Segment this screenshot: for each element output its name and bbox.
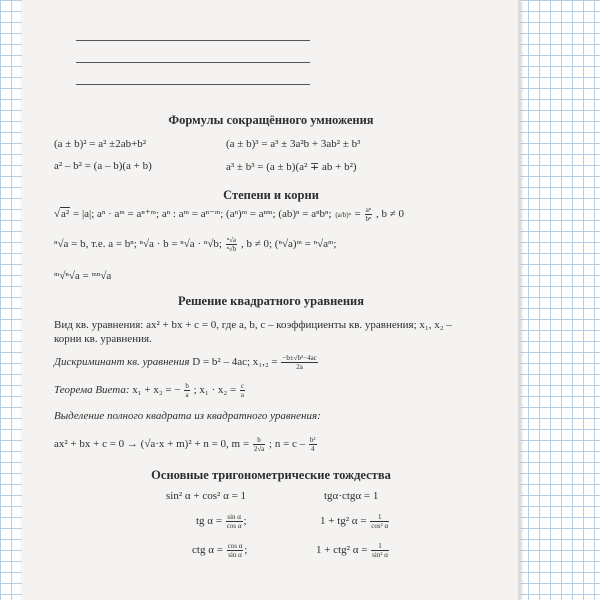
vieta-line: Теорема Виета: x₁ + x₂ = − $\frac{b}{a}$ ; x₁ · x₂ = $\frac{c}{a}$ [54,382,245,399]
trig-tg-ctg: tgα·ctgα = 1 [324,490,379,502]
trig-tg-identity: 1 + tg² α = $\frac{1}{\text{cos² α}}$ [320,513,389,530]
trig-ctg-identity: 1 + ctg² α = $\frac{1}{\text{sin² α}}$ [316,542,388,559]
blank-line-3 [76,84,310,85]
formula-cube: (a ± b)³ = a³ ± 3a²b + 3ab² ± b³ [226,138,361,150]
notebook-cover [22,0,520,600]
quadratic-form-line-2: корни кв. уравнения. [54,333,152,345]
quadratic-form-line-1: Вид кв. уравнения: ax² + bx + c = 0, где a, b, c – коэффициенты кв. уравнения; x₁, x₂ – [54,319,452,331]
blank-line-1 [76,40,310,41]
complete-square-formula: ax² + bx + c = 0 → (√a·x + m)² + n = 0, m = $\frac{b}{2√a}$ ; n = c – $\frac{\text{b²}}{4}$ [54,436,316,453]
frac-a-over-b: (a/b)ⁿ [335,210,351,219]
trig-tg-def: tg α = $\frac{\text{sin α}}{\text{cos α}}$ ; [196,513,247,530]
heading-quadratic: Решение квадратного уравнения [177,294,365,308]
vieta-sum-fraction: $\frac{b}{a}$ [185,382,189,399]
roots-fraction: $\frac{\text{−b±√b²−4ac}}{2a}$ [282,354,317,371]
formula-square: (a ± b)² = a² ±2ab+b² [54,138,147,150]
root-of-fraction: $\frac{\text{ⁿ√a}}{\text{ⁿ√b}}$ [226,236,237,253]
complete-square-label: Выделение полного квадрата из квадратного уравнения: [54,410,321,422]
vieta-product-fraction: $\frac{c}{a}$ [240,382,245,399]
trig-ctg-def: ctg α = $\frac{\text{cos α}}{\text{sin α}}$ ; [192,542,248,559]
formula-sum-cubes: a³ ± b³ = (a ± b)(a² ∓ ab + b²) [226,161,357,173]
blank-line-2 [76,62,310,63]
trig-pythagorean: sin² α + cos² α = 1 [166,490,247,502]
powers-line-3: ᵐ√ⁿ√a = ᵐⁿ√a [54,270,112,282]
m-fraction: $\frac{b}{2√a}$ [253,436,265,453]
cover-edge [518,0,521,600]
formula-diff-squares: a² – b² = (a – b)(a + b) [54,160,152,172]
n-fraction: $\frac{\text{b²}}{4}$ [309,436,316,453]
heading-trig-identities: Основные тригонометрические тождества [151,468,391,482]
heading-abbreviated-multiplication: Формулы сокращённого умножения [168,113,374,127]
frac-an-over-bn: $\frac{\text{aⁿ}}{\text{bⁿ}}$ [365,206,372,223]
discriminant-line: Дискриминант кв. уравнения D = b² – 4ac; x₁,₂ = $\frac{\text{−b±√b²−4ac}}{2a}$ [54,354,317,371]
powers-line-1: √a² = |a|; aⁿ · aᵐ = aⁿ⁺ᵐ; aⁿ : aᵐ = aⁿ⁻ᵐ; (aⁿ)ᵐ = aⁿᵐ; (ab)ⁿ = aⁿbⁿ; (a/b)ⁿ = $\frac{\text{aⁿ}}{\text{bⁿ}}$ , b ≠ 0 [54,206,405,223]
powers-line-2: ⁿ√a = b, т.е. a = bⁿ; ⁿ√a · b = ⁿ√a · ⁿ√b; $\frac{\text{ⁿ√a}}{\text{ⁿ√b}}$ , b ≠ 0; (ⁿ√a)ᵐ = ⁿ√aᵐ; [54,236,337,253]
heading-powers-roots: Степени и корни [223,188,319,202]
sqrt-a-squared: √a² [54,208,70,221]
